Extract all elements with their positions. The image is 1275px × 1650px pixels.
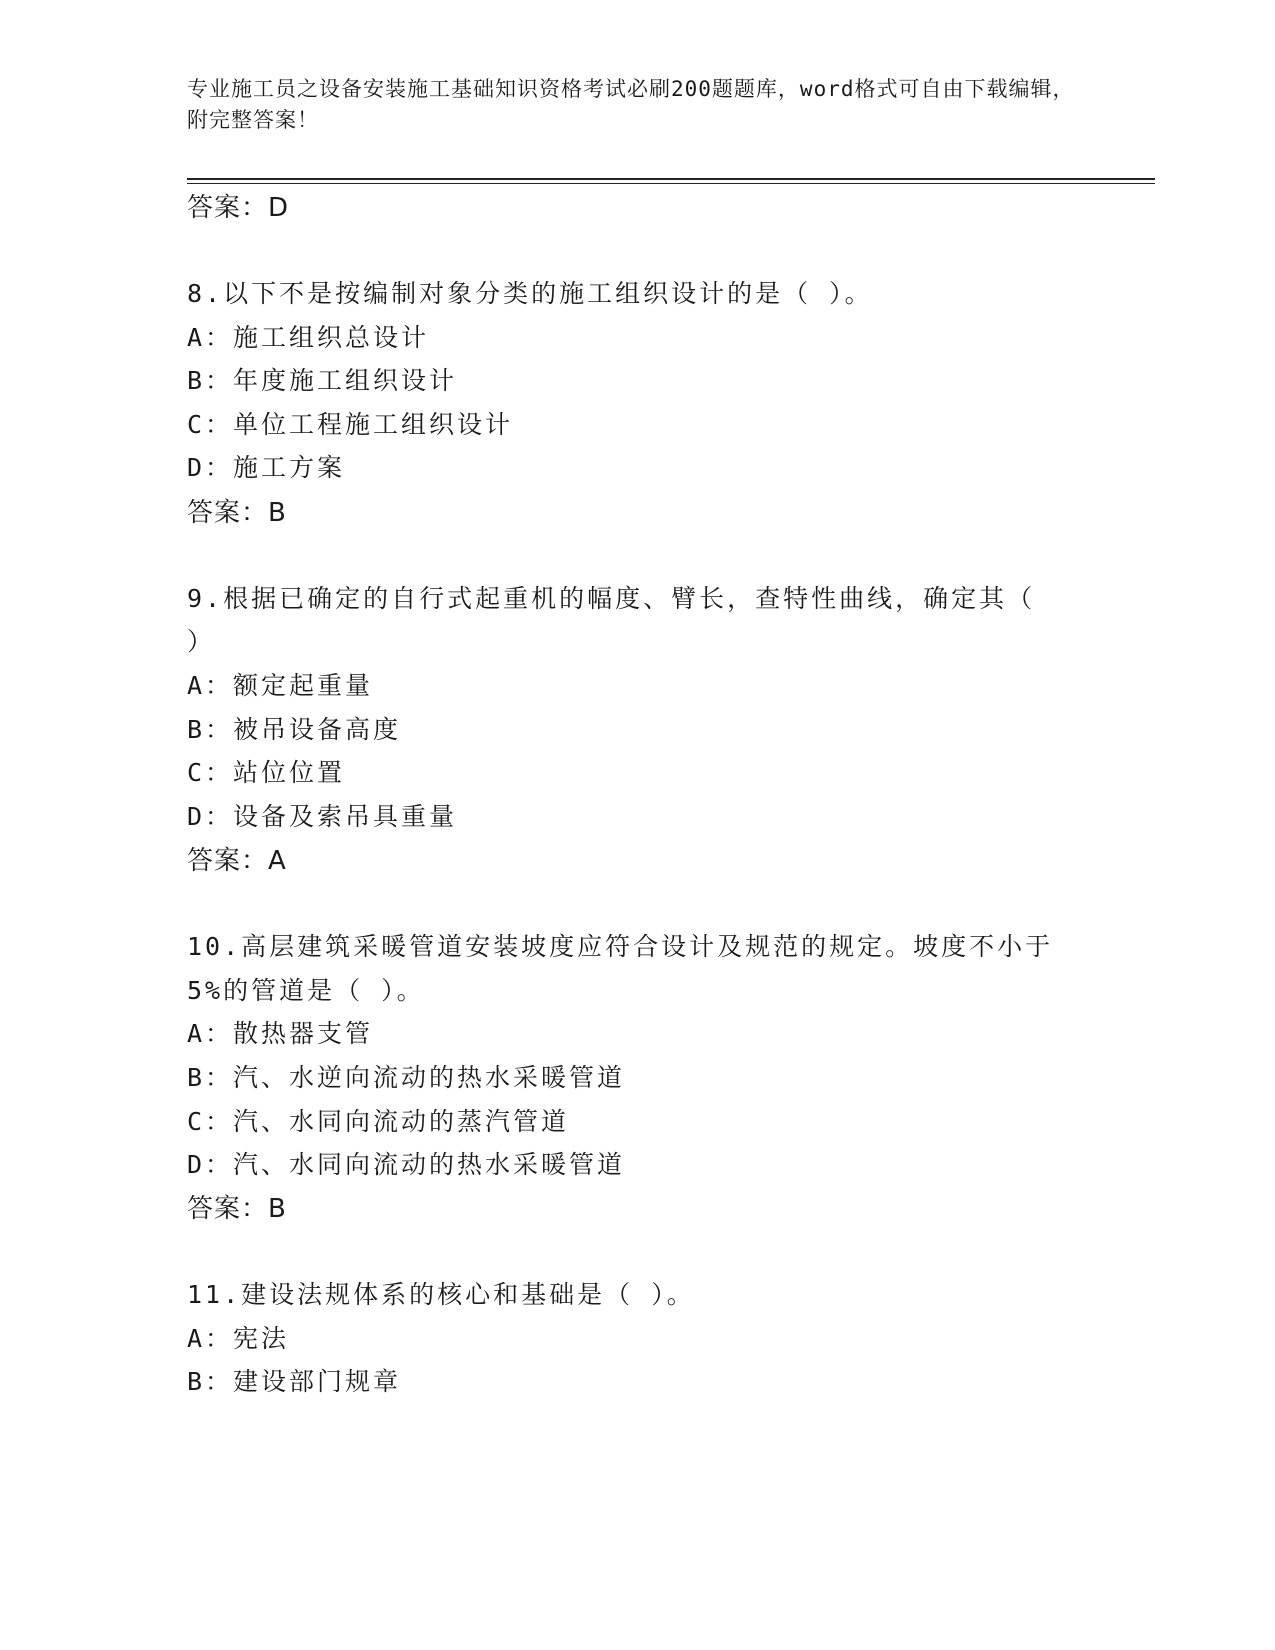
question-10-stem-line-2: 5%的管道是（ ）。 — [187, 976, 425, 1005]
question-9-option-d: D：设备及索吊具重量 — [187, 802, 458, 831]
question-10-option-a: A：散热器支管 — [187, 1019, 374, 1048]
question-8-stem: 8.以下不是按编制对象分类的施工组织设计的是（ ）。 — [187, 279, 873, 308]
question-8-option-a: A：施工组织总设计 — [187, 323, 430, 352]
question-8-option-d: D：施工方案 — [187, 453, 346, 482]
answer-prev: 答案：D — [187, 193, 290, 223]
question-9-option-a: A：额定起重量 — [187, 671, 374, 700]
question-9-stem-line-1: 9.根据已确定的自行式起重机的幅度、臂长，查特性曲线，确定其（ — [187, 584, 1036, 613]
question-10-option-d: D：汽、水同向流动的热水采暖管道 — [187, 1150, 626, 1179]
question-8-answer: 答案：B — [187, 498, 287, 528]
header-rule-thick — [187, 178, 1155, 180]
question-9-answer: 答案：A — [187, 846, 287, 876]
question-11-option-b: B：建设部门规章 — [187, 1367, 402, 1396]
page-header: 专业施工员之设备安装施工基础知识资格考试必刷200题题库，word格式可自由下载编辑，附完整答案！ — [187, 77, 1075, 132]
question-8-option-b: B：年度施工组织设计 — [187, 366, 458, 395]
question-9-stem-line-2: ） — [187, 627, 216, 656]
question-10-option-c: C：汽、水同向流动的蒸汽管道 — [187, 1107, 570, 1136]
question-10-stem-line-1: 10.高层建筑采暖管道安装坡度应符合设计及规范的规定。坡度不小于 — [187, 932, 1054, 961]
question-9-option-c: C：站位位置 — [187, 758, 346, 787]
question-10-answer: 答案：B — [187, 1194, 287, 1224]
question-10-option-b: B：汽、水逆向流动的热水采暖管道 — [187, 1063, 626, 1092]
question-11-stem: 11.建设法规体系的核心和基础是（ ）。 — [187, 1280, 695, 1309]
header-rule-thin — [187, 183, 1155, 184]
question-8-option-c: C：单位工程施工组织设计 — [187, 410, 514, 439]
question-9-option-b: B：被吊设备高度 — [187, 715, 402, 744]
question-11-option-a: A：宪法 — [187, 1324, 290, 1353]
